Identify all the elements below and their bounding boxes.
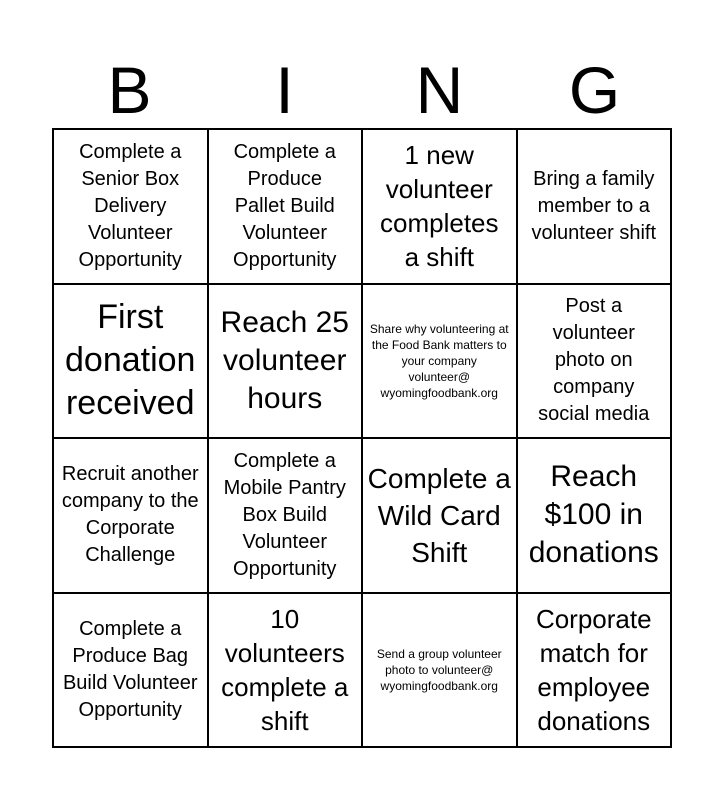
header-letter-b: B	[107, 53, 152, 127]
bingo-cell[interactable]	[363, 594, 518, 749]
bingo-grid	[52, 128, 672, 748]
cell-text: Complete a Mobile Pantry Box Build Volunteer Opportunity	[223, 449, 346, 580]
bingo-cell[interactable]	[209, 594, 364, 749]
cell-text: 1 new volunteer completes a shift	[380, 140, 499, 273]
cell-text: First donation received	[65, 298, 196, 423]
cell-text: Complete a Senior Box Delivery Volunteer Opportunity	[78, 140, 182, 271]
bingo-cell[interactable]	[54, 130, 209, 285]
bingo-cell[interactable]	[209, 285, 364, 440]
cell-text: Complete a Produce Pallet Build Volunteer Opportunity	[233, 140, 337, 271]
bingo-cell[interactable]	[363, 439, 518, 594]
cell-text: Recruit another company to the Corporate Challenge	[61, 463, 199, 567]
bingo-cell[interactable]	[518, 285, 673, 440]
bingo-cell[interactable]	[363, 130, 518, 285]
bingo-cell[interactable]	[363, 285, 518, 440]
bingo-cell[interactable]	[54, 594, 209, 749]
cell-text: 10 volunteers complete a shift	[221, 603, 349, 736]
cell-text: Complete a Wild Card Shift	[367, 462, 511, 568]
bingo-cell[interactable]	[54, 439, 209, 594]
bingo-cell[interactable]	[209, 439, 364, 594]
cell-text: Send a group volunteer photo to volunteer@ wyomingfoodbank.org	[376, 646, 502, 693]
bingo-cell[interactable]	[518, 594, 673, 749]
cell-text: Share why volunteering at the Food Bank matters to your company volunteer@ wyomingfoodbank.org	[369, 321, 509, 400]
cell-text: Reach $100 in donations	[528, 460, 659, 570]
cell-text: Complete a Produce Bag Build Volunteer Opportunity	[62, 617, 198, 721]
cell-text: Reach 25 volunteer hours	[220, 305, 349, 415]
header-letter-n: N	[415, 53, 464, 127]
cell-text: Bring a family member to a volunteer shift	[531, 167, 656, 244]
header-letter-g: G	[568, 53, 621, 127]
bingo-cell[interactable]	[209, 130, 364, 285]
cell-text: Corporate match for employee donations	[535, 603, 652, 736]
bingo-cell[interactable]	[54, 285, 209, 440]
cell-text: Post a volunteer photo on company social media	[538, 295, 650, 426]
bingo-cell[interactable]	[518, 439, 673, 594]
bingo-cell[interactable]	[518, 130, 673, 285]
header-letter-i: I	[275, 53, 294, 127]
bingo-header	[52, 52, 672, 128]
